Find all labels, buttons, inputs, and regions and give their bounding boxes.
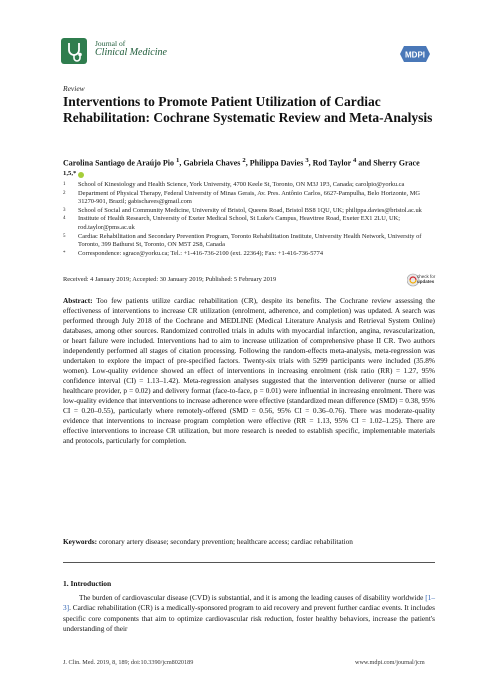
author-affiliation-mark: 1,5,*	[63, 170, 77, 178]
keywords-text: coronary artery disease; secondary prevention; healthcare access; cardiac rehabilitation	[98, 537, 353, 546]
affiliation-item	[63, 207, 435, 216]
article-title: Interventions to Promote Patient Utilization of Cardiac Rehabilitation: Cochrane Systematic Review and Meta-Analysis	[63, 94, 433, 125]
affiliation-item	[63, 190, 435, 207]
intro-text-after: . Cardiac rehabilitation (CR) is a medically-sponsored program to aid recovery and prevent further cardiac events. It includes specific core components that aim to optimize cardiovascular risk reduction, foster healthy behaviors, increase the patient's understanding of their	[63, 603, 435, 633]
footer-citation: J. Clin. Med. 2019, 8, 189; doi:10.3390/jcm8020189	[63, 659, 194, 666]
author-name: Gabriela Chaves	[183, 158, 241, 168]
section-divider	[63, 562, 435, 563]
author-name: Rod Taylor	[312, 158, 351, 168]
affiliation-text: Institute of Health Research, University of Exeter Medical School, St Luke's Campus, Heavitree Road, Exeter EX1 2LU, UK; rod.taylor@pms.ac.uk	[78, 215, 401, 231]
affiliation-text: Department of Physical Therapy, Federal University of Minas Gerais, Av. Pres. Antônio Carlos, 6627-Pampulha, Belo Horizonte, MG 31270-901, Brazil; gabischaves@gmail.com	[78, 189, 421, 206]
affiliation-item	[63, 181, 435, 190]
journal-name	[95, 39, 167, 57]
journal-title: Clinical Medicine	[95, 47, 167, 58]
keywords	[63, 537, 435, 546]
affiliation-item	[63, 215, 435, 232]
citation-link[interactable]: [1–3]	[63, 593, 435, 613]
affiliation-item	[63, 233, 435, 250]
affiliation-number: 5	[63, 233, 66, 239]
section-heading: 1. Introduction	[63, 579, 112, 588]
introduction-paragraph	[63, 593, 435, 634]
footer-url[interactable]: www.mdpi.com/journal/jcm	[355, 659, 425, 666]
mdpi-logo-icon	[398, 44, 432, 64]
affiliation-number: 4	[63, 216, 66, 222]
author-affiliation-mark: 1	[175, 157, 180, 164]
check-for-updates-label[interactable]	[417, 274, 435, 284]
intro-text-before: The burden of cardiovascular disease (CVD) is substantial, and it is among the leading causes of disability worldwide	[79, 593, 426, 602]
author-affiliation-mark: 2	[242, 157, 246, 164]
affiliation-text: School of Social and Community Medicine, University of Bristol, Queens Road, Bristol BS8 1QU, UK; philippa.davies@bristol.ac.uk	[78, 206, 422, 214]
affiliation-list	[63, 181, 435, 258]
keywords-label: Keywords:	[63, 537, 98, 546]
journal-logo-icon	[61, 38, 87, 64]
affiliation-number: 1	[63, 182, 66, 187]
affiliation-text: School of Kinesiology and Health Science, York University, 4700 Keele St, Toronto, ON M3J 1P3, Canada; carolpio@yorku.ca	[78, 181, 405, 188]
correspondence-text: Correspondence: sgrace@yorku.ca; Tel.: +1-416-736-2100 (ext. 22364); Fax: +1-416-736-5774	[78, 249, 324, 257]
abstract	[63, 296, 435, 446]
abstract-text: Too few patients utilize cardiac rehabilitation (CR), despite its benefits. The Cochrane review assessing the effectiveness of interventions to increase CR utilization (enrolment, adherence, and completion) was updated. A search was performed through July 2018 of the Cochrane and MEDLINE (Medical Literature Analysis and Retrieval System Online) databases, among other sources. Randomized controlled trials in adults with myocardial infarction, angina, revascularization, or heart failure were included. Interventions had to aim to increase utilization of comprehensive phase II CR. Two authors independently performed all stages of citation processing. Following the random-effects meta-analysis, meta-regression was undertaken to explore the impact of pre-specified factors. Twenty-six trials with 5299 participants were included (35.8% women). Low-quality evidence showed an effect of interventions in increasing enrolment (risk ratio (RR) = 1.27, 95% confidence interval (CI) = 1.13–1.42). Meta-regression analyses suggested that the intervention deliverer (nurse or allied healthcare provider, p = 0.02) and delivery format (face-to-face, p = 0.01) were influential in increasing enrolment. There was low-quality evidence that interventions to increase adherence were effective (standardized mean difference (SMD) = 0.38, 95% CI = 0.20–0.55), particularly where remotely-offered (SMD = 0.56, 95% CI = 0.36–0.76). There was moderate-quality evidence that interventions to increase program completion were effective (RR = 1.13, 95% CI = 1.02–1.25). There are effective interventions to increase CR utilization, but more research is needed to establish specific, implementable materials and protocols, particularly for completion.	[63, 296, 435, 445]
check-updates-line2: updates	[417, 279, 435, 284]
publication-dates: Received: 4 January 2019; Accepted: 30 January 2019; Published: 5 February 2019	[63, 276, 277, 283]
author-name: Philippa Davies	[249, 158, 304, 168]
orcid-icon[interactable]	[78, 172, 84, 178]
affiliation-text: Cardiac Rehabilitation and Secondary Prevention Program, Toronto Rehabilitation Institute, University Health Network, University of Toronto, 399 Bathurst St, Toronto, ON M5T 2S8, Canada	[78, 232, 422, 249]
affiliation-number: 3	[63, 207, 66, 213]
author-name: Carolina Santiago de Araújo Pio	[63, 158, 174, 168]
publisher-name: MDPI	[405, 50, 425, 60]
abstract-label: Abstract:	[63, 296, 93, 305]
correspondence-item	[63, 250, 435, 259]
author-affiliation-mark: 4	[352, 157, 357, 164]
correspondence-mark: *	[63, 250, 66, 256]
author-name: Sherry Grace	[373, 158, 420, 168]
author-list: Carolina Santiago de Araújo Pio $^1$, Gabriela Chaves $^2$, Philippa Davies $^3$, Rod Taylor $^4$ and Sherry Grace $^{1,5,*}$	[63, 157, 420, 178]
check-updates-line1: check for	[417, 274, 436, 279]
article-type: Review	[63, 84, 85, 93]
affiliation-number: 2	[63, 190, 66, 196]
journal-prefix: Journal of	[95, 39, 126, 48]
author-affiliation-mark: 3	[305, 157, 309, 164]
